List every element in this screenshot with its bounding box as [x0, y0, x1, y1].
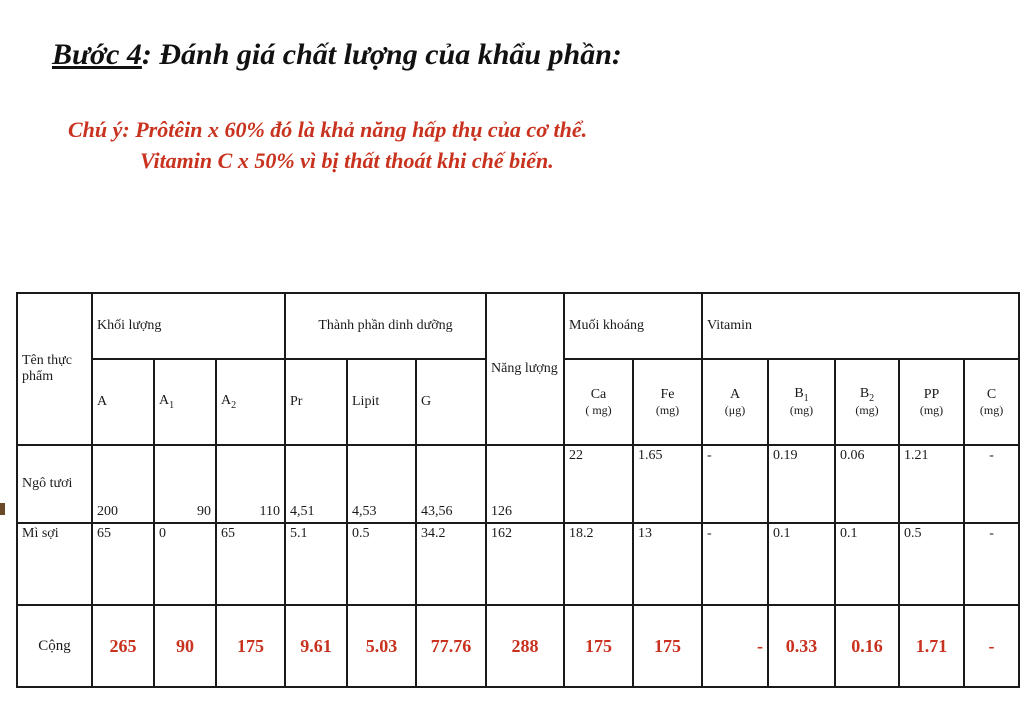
- cell-vit-c: -: [964, 523, 1019, 605]
- cell-total-energy: 288: [486, 605, 564, 687]
- cell-mass-a: 65: [92, 523, 154, 605]
- step-label: Bước 4: [52, 38, 142, 71]
- cell-vit-pp: 1.21: [899, 445, 964, 523]
- cell-vit-a: -: [702, 523, 768, 605]
- cell-lipid: 4,53: [347, 445, 416, 523]
- header-mass-a2: $A_2$: [216, 359, 285, 445]
- cell-protein: 5.1: [285, 523, 347, 605]
- cell-total-ca: 175: [564, 605, 633, 687]
- header-protein: Pr: [285, 359, 347, 445]
- note-line-protein: Chú ý: Prôtêin x 60% đó là khả năng hấp thụ của cơ thể.: [68, 117, 588, 142]
- cell-food-name: Mì sợi: [17, 523, 92, 605]
- cell-total-mass-a1: 90: [154, 605, 216, 687]
- cell-ca: 18.2: [564, 523, 633, 605]
- cell-fe: 1.65: [633, 445, 702, 523]
- header-fe: Fe (mg): [633, 359, 702, 445]
- cell-mass-a1: 90: [154, 445, 216, 523]
- page-heading: [52, 38, 622, 72]
- header-energy: Năng lượng: [486, 293, 564, 445]
- header-vit-c: C (mg): [964, 359, 1019, 445]
- table-row: [17, 445, 1019, 523]
- note: [68, 114, 587, 176]
- cell-vit-a: -: [702, 445, 768, 523]
- header-mass: Khối lượng: [92, 293, 285, 359]
- cell-total-vit-pp: 1.71: [899, 605, 964, 687]
- header-vit-b1: $B_1$ (mg): [768, 359, 835, 445]
- cell-vit-b2: 0.06: [835, 445, 899, 523]
- header-vit-pp: PP (mg): [899, 359, 964, 445]
- cell-glucid: 43,56: [416, 445, 486, 523]
- cell-total-vit-b2: 0.16: [835, 605, 899, 687]
- cell-total-mass-a2: 175: [216, 605, 285, 687]
- cell-fe: 13: [633, 523, 702, 605]
- cell-vit-b1: 0.19: [768, 445, 835, 523]
- cell-vit-pp: 0.5: [899, 523, 964, 605]
- cell-food-name: Ngô tươi: [17, 445, 92, 523]
- header-vit-b2: $B_2$ (mg): [835, 359, 899, 445]
- cell-total-vit-a: -: [702, 605, 768, 687]
- cell-total-mass-a: 265: [92, 605, 154, 687]
- cell-mass-a1: 0: [154, 523, 216, 605]
- cell-lipid: 0.5: [347, 523, 416, 605]
- cell-energy: 126: [486, 445, 564, 523]
- table-row: [17, 523, 1019, 605]
- header-mass-a: A: [92, 359, 154, 445]
- cell-ca: 22: [564, 445, 633, 523]
- cell-energy: 162: [486, 523, 564, 605]
- header-minerals: Muối khoáng: [564, 293, 702, 359]
- cell-mass-a2: 110: [216, 445, 285, 523]
- cell-mass-a: 200: [92, 445, 154, 523]
- header-food-name: Tên thực phẩm: [17, 293, 92, 445]
- cell-vit-c: -: [964, 445, 1019, 523]
- header-glucid: G: [416, 359, 486, 445]
- cell-mass-a2: 65: [216, 523, 285, 605]
- cell-total-fe: 175: [633, 605, 702, 687]
- cell-protein: 4,51: [285, 445, 347, 523]
- nutrition-table: [16, 292, 1020, 688]
- cell-total-glucid: 77.76: [416, 605, 486, 687]
- header-nutrients: Thành phần dinh dưỡng: [285, 293, 486, 359]
- cell-total-vit-c: -: [964, 605, 1019, 687]
- header-vitamin: Vitamin: [702, 293, 1019, 359]
- cell-total-vit-b1: 0.33: [768, 605, 835, 687]
- header-ca: Ca ( mg): [564, 359, 633, 445]
- cell-glucid: 34.2: [416, 523, 486, 605]
- total-row: [17, 605, 1019, 687]
- header-lipid: Lipit: [347, 359, 416, 445]
- edge-mark: [0, 503, 5, 515]
- header-mass-a1: $A_1$: [154, 359, 216, 445]
- header-vit-a: A (μg): [702, 359, 768, 445]
- cell-total-label: Cộng: [17, 605, 92, 687]
- cell-total-protein: 9.61: [285, 605, 347, 687]
- cell-vit-b1: 0.1: [768, 523, 835, 605]
- note-line-vitamin-c: Vitamin C x 50% vì bị thất thoát khi chế biến.: [140, 148, 554, 173]
- heading-text: : Đánh giá chất lượng của khẩu phần:: [141, 38, 622, 71]
- cell-vit-b2: 0.1: [835, 523, 899, 605]
- cell-total-lipid: 5.03: [347, 605, 416, 687]
